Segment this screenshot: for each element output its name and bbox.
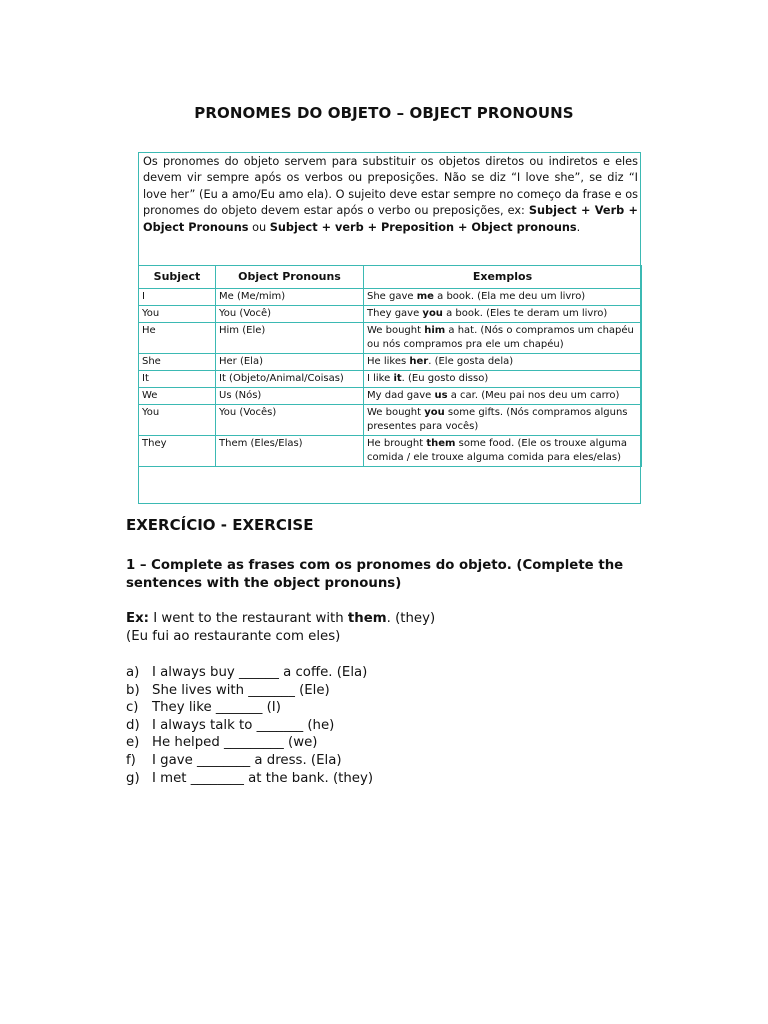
table-row	[139, 371, 642, 388]
example-text: some food. (Ele os trouxe alguma comida / ele trouxe alguma comida para eles/elas)	[367, 438, 628, 463]
header-object-pronouns: Object Pronouns	[216, 266, 364, 289]
item-text: He helped _________ (we)	[152, 735, 318, 751]
item-letter: a)	[126, 665, 140, 680]
example-cell	[364, 354, 642, 371]
item-text: I always talk to _______ (he)	[152, 717, 335, 733]
example-text: . (Ele gosta dela)	[428, 356, 514, 367]
example-text: My dad gave	[367, 390, 435, 401]
item-text: She lives with _______ (Ele)	[152, 682, 330, 698]
header-exemplos: Exemplos	[364, 266, 642, 289]
table-row	[139, 354, 642, 371]
table-row	[139, 323, 642, 354]
object-cell: You (Você)	[216, 306, 364, 323]
example-pronoun: her	[409, 356, 429, 367]
object-cell: It (Objeto/Animal/Coisas)	[216, 371, 364, 388]
example-text: some gifts. (Nós compramos alguns presentes para vocês)	[367, 407, 628, 432]
item-text: I gave ________ a dress. (Ela)	[152, 752, 342, 768]
intro-text: Os pronomes do objeto servem para substituir os objetos diretos ou indiretos e eles devem vir sempre após os verbos ou preposições. Não se diz “I love she”, se diz “I love her” (Eu a amo/Eu amo ela). O sujeito deve estar sempre no começo da frase e os pronomes do objeto devem estar após o verbo ou preposições, ex:	[143, 155, 638, 218]
example-pronoun: you	[422, 308, 443, 319]
intro-paragraph	[143, 154, 638, 236]
page-title: PRONOMES DO OBJETO – OBJECT PRONOUNS	[194, 104, 574, 122]
example-text: We bought	[367, 407, 425, 418]
item-letter: g)	[126, 770, 140, 786]
example-pronoun: you	[424, 407, 445, 418]
example-cell	[364, 371, 642, 388]
list-item	[126, 770, 373, 788]
example-text: I went to the restaurant with	[148, 611, 348, 626]
subject-cell: You	[139, 405, 216, 436]
item-text: I met ________ at the bank. (they)	[152, 770, 374, 786]
list-item	[126, 699, 373, 717]
subject-cell: It	[139, 371, 216, 388]
example-translation: (Eu fui ao restaurante com eles)	[126, 629, 341, 644]
item-letter: b)	[126, 682, 140, 698]
object-cell: Him (Ele)	[216, 323, 364, 354]
example-cell	[364, 306, 642, 323]
example-sentence	[126, 610, 435, 628]
item-text: I always buy ______ a coffe. (Ela)	[152, 665, 368, 680]
example-pronoun: it	[393, 373, 402, 384]
object-cell: You (Vocês)	[216, 405, 364, 436]
example-text: a car. (Meu pai nos deu um carro)	[447, 390, 620, 401]
list-item	[126, 717, 373, 735]
example-cell	[364, 405, 642, 436]
object-cell: Them (Eles/Elas)	[216, 436, 364, 467]
list-item	[126, 752, 373, 770]
object-cell: Me (Me/mim)	[216, 289, 364, 306]
subject-cell: She	[139, 354, 216, 371]
object-cell: Us (Nós)	[216, 388, 364, 405]
example-pronoun: me	[416, 291, 434, 302]
formula-2: Subject + verb + Preposition + Object pronouns	[269, 220, 577, 234]
table-row	[139, 436, 642, 467]
example-answer: them	[347, 611, 387, 626]
subject-cell: You	[139, 306, 216, 323]
example-pronoun: him	[424, 325, 446, 336]
list-item	[126, 664, 373, 682]
example-label: Ex:	[126, 611, 149, 626]
intro-connector: ou	[248, 220, 270, 234]
example-text: . (Eu gosto disso)	[401, 373, 489, 384]
exercise-list	[126, 664, 373, 787]
exercise-instruction: 1 – Complete as frases com os pronomes do objeto. (Complete the sentences with the object pronouns)	[126, 558, 624, 591]
item-letter: d)	[126, 717, 140, 733]
object-cell: Her (Ela)	[216, 354, 364, 371]
example-text: They gave	[367, 308, 423, 319]
item-letter: c)	[126, 700, 139, 716]
example-text: a book. (Ela me deu um livro)	[433, 291, 586, 302]
example-text: a book. (Eles te deram um livro)	[442, 308, 608, 319]
example-text: She gave	[367, 291, 417, 302]
subject-cell: He	[139, 323, 216, 354]
pronouns-table	[138, 265, 642, 467]
table-header-row	[139, 266, 642, 289]
example-cell	[364, 436, 642, 467]
example-text: We bought	[367, 325, 425, 336]
header-subject: Subject	[139, 266, 216, 289]
example-text: I like	[367, 373, 394, 384]
list-item	[126, 682, 373, 700]
example-text: a hat. (Nós o compramos um chapéu ou nós compramos pra ele um chapéu)	[367, 325, 634, 350]
lesson-box	[138, 152, 641, 504]
subject-cell: They	[139, 436, 216, 467]
example-text: . (they)	[386, 611, 436, 626]
example-text: He brought	[367, 438, 427, 449]
example-cell	[364, 323, 642, 354]
table-row	[139, 388, 642, 405]
intro-end: .	[576, 220, 581, 234]
table-row	[139, 405, 642, 436]
example-text: He likes	[367, 356, 410, 367]
example-cell	[364, 289, 642, 306]
formula-1: Subject + Verb + Object Pronouns	[143, 204, 638, 234]
example-block	[126, 610, 435, 646]
exercise-heading: EXERCÍCIO - EXERCISE	[126, 516, 314, 534]
example-pronoun: us	[434, 390, 448, 401]
table-row	[139, 289, 642, 306]
item-text: They like _______ (I)	[152, 700, 281, 716]
subject-cell: I	[139, 289, 216, 306]
subject-cell: We	[139, 388, 216, 405]
item-letter: e)	[126, 735, 140, 751]
table-row	[139, 306, 642, 323]
list-item	[126, 734, 373, 752]
example-cell	[364, 388, 642, 405]
example-pronoun: them	[426, 438, 456, 449]
item-letter: f)	[126, 752, 136, 768]
